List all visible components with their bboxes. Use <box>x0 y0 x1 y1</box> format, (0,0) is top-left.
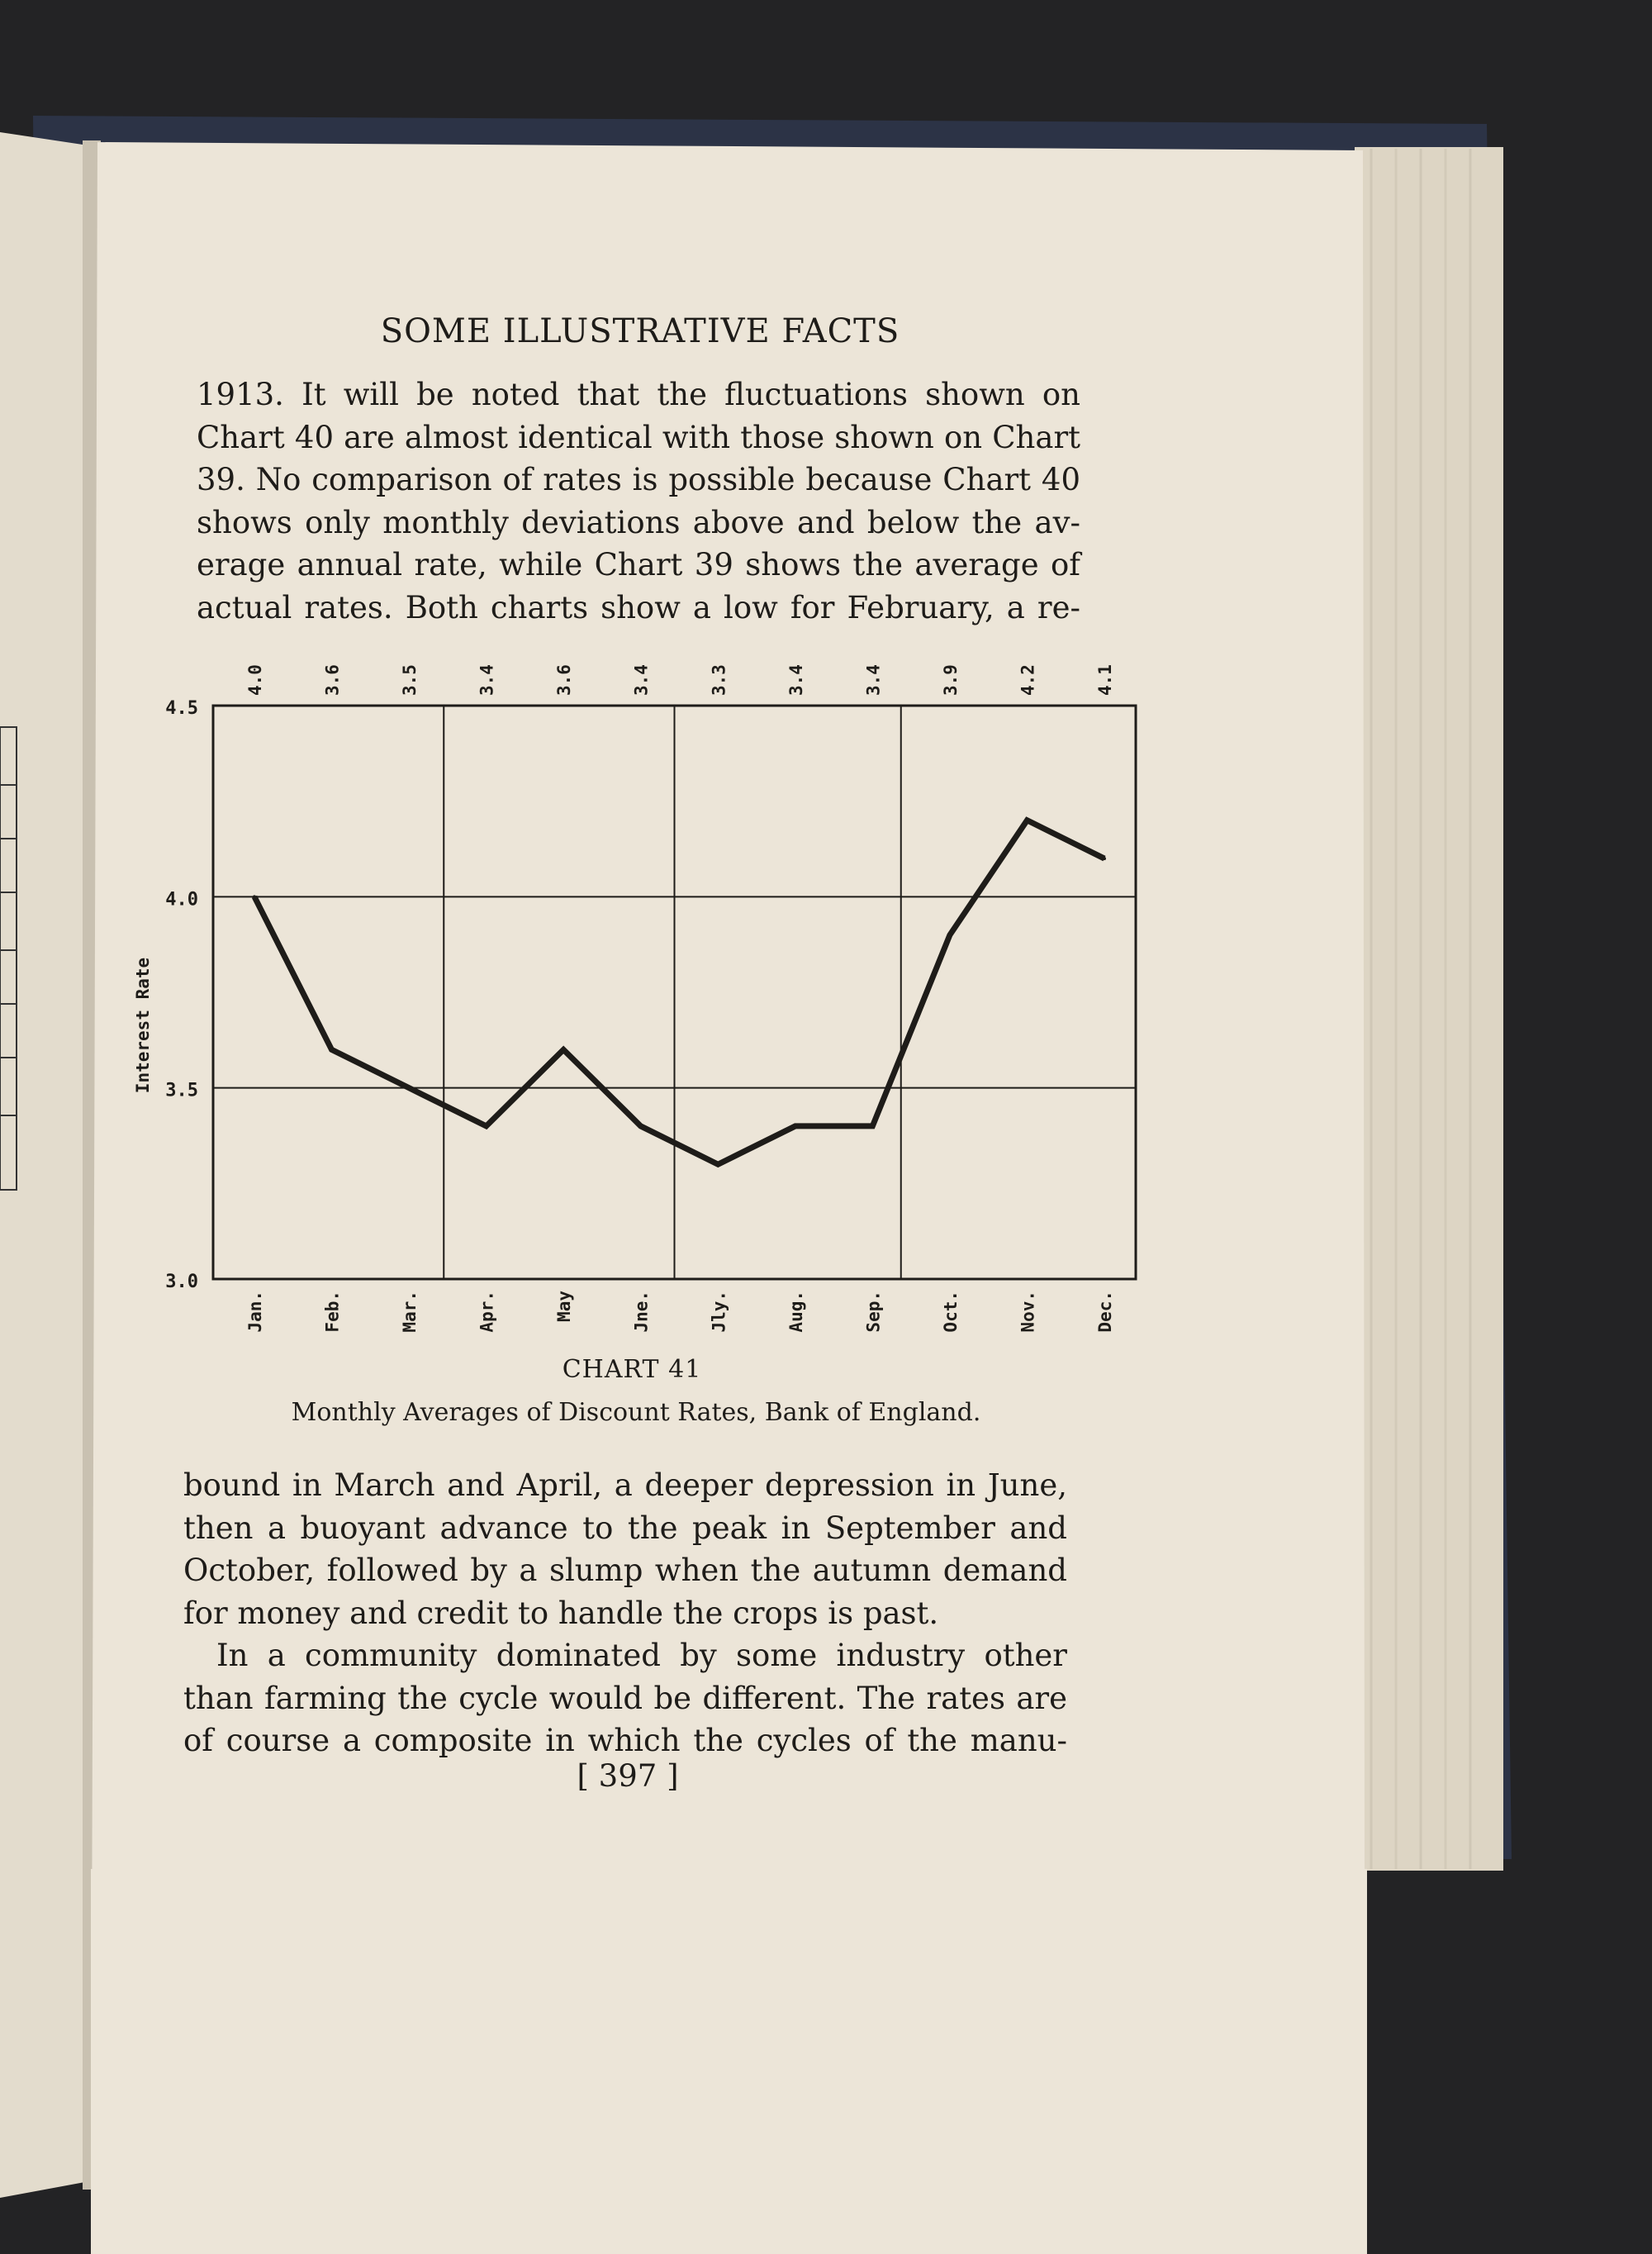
text-line: October, followed by a slump when the autumn demand <box>183 1553 1067 1588</box>
data-value-label: 3.4 <box>631 664 652 696</box>
x-tick-label: Oct. <box>940 1291 961 1333</box>
data-point <box>948 934 952 937</box>
x-tick-label: Sep. <box>863 1291 884 1333</box>
data-point <box>716 1163 719 1166</box>
running-header: SOME ILLUSTRATIVE FACTS <box>380 312 900 350</box>
data-value-label: 3.4 <box>863 664 884 696</box>
text-line: then a buoyant advance to the peak in September and <box>183 1510 1067 1546</box>
text-line: 39. No comparison of rates is possible because Chart 40 <box>197 462 1080 497</box>
x-tick-label: Mar. <box>400 1291 420 1333</box>
page-number: [ 397 ] <box>577 1758 679 1794</box>
x-tick-label: Jne. <box>631 1291 652 1333</box>
x-tick-label: Apr. <box>477 1291 497 1333</box>
x-tick-label: May <box>554 1291 575 1322</box>
y-axis-label: Interest Rate <box>133 957 153 1094</box>
text-line: erage annual rate, while Chart 39 shows the average of <box>197 547 1080 583</box>
y-tick-label: 4.0 <box>165 889 198 911</box>
text-line: actual rates. Both charts show a low for February, a re- <box>197 589 1080 625</box>
x-tick-label: Aug. <box>786 1291 806 1333</box>
data-value-label: 3.6 <box>322 664 343 696</box>
x-tick-label: Dec. <box>1095 1291 1115 1333</box>
series-line <box>254 820 1104 1164</box>
chart-title: CHART 41 <box>562 1355 702 1384</box>
data-value-label: 3.9 <box>940 664 961 696</box>
data-point <box>1025 819 1028 822</box>
y-tick-label: 4.5 <box>165 698 198 719</box>
data-point <box>407 1087 411 1090</box>
text-line: Chart 40 are almost identical with those shown on Chart <box>197 419 1080 455</box>
text-line: bound in March and April, a deeper depression in June, <box>183 1467 1067 1503</box>
text-line: shows only monthly deviations above and below the av- <box>197 504 1080 540</box>
data-point <box>562 1048 565 1051</box>
data-point <box>485 1125 488 1128</box>
text-line: In a community dominated by some industry other <box>216 1638 1067 1673</box>
x-tick-label: Jly. <box>709 1291 729 1333</box>
data-point <box>1103 857 1106 860</box>
text-line: for money and credit to handle the crops is past. <box>183 1595 939 1631</box>
text-line: 1913. It will be noted that the fluctuations shown on <box>197 377 1080 412</box>
data-value-label: 4.1 <box>1095 664 1115 696</box>
x-tick-label: Feb. <box>322 1291 343 1333</box>
paragraph-top <box>197 373 1080 629</box>
y-tick-label: 3.5 <box>165 1080 198 1101</box>
data-point <box>639 1125 643 1128</box>
data-value-label: 3.4 <box>786 664 806 696</box>
data-value-label: 3.3 <box>709 664 729 696</box>
data-point <box>794 1125 797 1128</box>
data-value-label: 3.5 <box>400 664 420 696</box>
chart-caption: Monthly Averages of Discount Rates, Bank of England. <box>291 1398 981 1427</box>
y-tick-label: 3.0 <box>165 1272 198 1292</box>
chart-41 <box>116 644 1165 1372</box>
data-value-label: 3.6 <box>554 664 575 696</box>
data-value-label: 4.2 <box>1018 664 1038 696</box>
data-point <box>330 1048 334 1051</box>
data-point <box>253 895 256 898</box>
text-line: of course a composite in which the cycles of the manu- <box>183 1723 1067 1758</box>
text-line: than farming the cycle would be different. The rates are <box>183 1680 1067 1716</box>
data-point <box>871 1125 874 1128</box>
x-tick-label: Jan. <box>245 1291 265 1333</box>
x-tick-label: Nov. <box>1018 1291 1038 1333</box>
data-value-label: 3.4 <box>477 664 497 696</box>
line-chart-svg <box>116 644 1165 1372</box>
paragraph-bottom <box>183 1464 1067 1762</box>
data-value-label: 4.0 <box>245 664 265 696</box>
